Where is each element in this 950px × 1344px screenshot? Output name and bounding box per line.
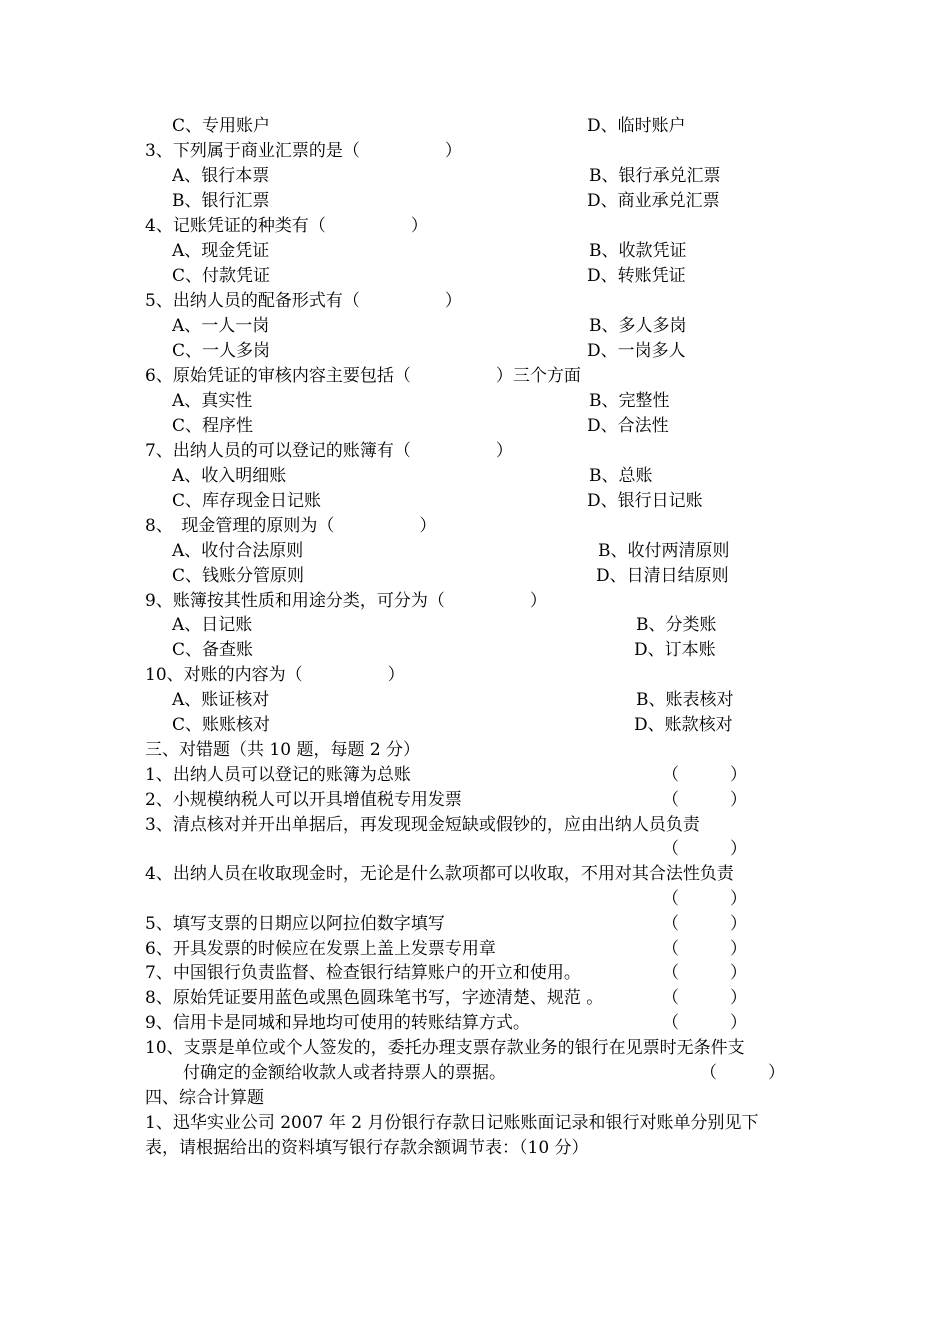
text-line: 8、原始凭证要用蓝色或黑色圆珠笔书写，字迹清楚、规范 。 xyxy=(145,988,604,1008)
text-line: A、银行本票 xyxy=(172,166,270,186)
text-line: 8、 现金管理的原则为（ ） xyxy=(145,516,437,536)
text-line: 4、记账凭证的种类有（ ） xyxy=(145,216,428,236)
text-line: （ ） xyxy=(662,939,747,959)
text-line: 表，请根据给出的资料填写银行存款余额调节表：（10 分） xyxy=(145,1138,589,1158)
text-line: B、分类账 xyxy=(636,615,717,635)
text-line: （ ） xyxy=(662,988,747,1008)
text-line: D、转账凭证 xyxy=(587,266,686,286)
text-line: 7、出纳人员的可以登记的账簿有（ ） xyxy=(145,441,513,461)
text-line: C、账账核对 xyxy=(172,715,271,735)
text-line: B、收款凭证 xyxy=(589,241,687,261)
text-line: B、完整性 xyxy=(589,391,670,411)
text-line: 付确定的金额给收款人或者持票人的票据。 xyxy=(183,1063,506,1083)
text-line: 10、支票是单位或个人签发的，委托办理支票存款业务的银行在见票时无条件支 xyxy=(145,1038,745,1058)
text-line: D、订本账 xyxy=(634,640,716,660)
text-line: （ ） xyxy=(700,1063,785,1083)
text-line: D、一岗多人 xyxy=(587,341,686,361)
text-line: C、一人多岗 xyxy=(172,341,271,361)
text-line: B、银行汇票 xyxy=(172,191,270,211)
text-line: 9、账簿按其性质和用途分类，可分为（ ） xyxy=(145,591,547,611)
text-line: 9、信用卡是同城和异地均可使用的转账结算方式。 xyxy=(145,1013,530,1033)
text-line: D、商业承兑汇票 xyxy=(587,191,720,211)
text-line: 7、中国银行负责监督、检查银行结算账户的开立和使用。 xyxy=(145,963,581,983)
text-line: C、库存现金日记账 xyxy=(172,491,322,511)
text-line: C、钱账分管原则 xyxy=(172,566,305,586)
text-line: B、账表核对 xyxy=(636,690,734,710)
text-line: 三、对错题（共 10 题，每题 2 分） xyxy=(145,740,421,760)
text-line: C、付款凭证 xyxy=(172,266,271,286)
text-line: （ ） xyxy=(662,889,747,909)
text-line: B、总账 xyxy=(589,466,653,486)
text-line: 四、综合计算题 xyxy=(145,1088,264,1108)
text-line: D、临时账户 xyxy=(587,116,686,136)
text-line: 4、出纳人员在收取现金时，无论是什么款项都可以收取，不用对其合法性负责 xyxy=(145,864,734,884)
text-line: B、收付两清原则 xyxy=(598,541,730,561)
text-line: （ ） xyxy=(662,839,747,859)
text-line: 5、填写支票的日期应以阿拉伯数字填写 xyxy=(145,914,445,934)
text-line: A、日记账 xyxy=(172,615,253,635)
text-line: （ ） xyxy=(662,963,747,983)
text-line: 1、迅华实业公司 2007 年 2 月份银行存款日记账账面记录和银行对账单分别见下 xyxy=(145,1113,759,1133)
text-line: D、银行日记账 xyxy=(587,491,703,511)
text-line: （ ） xyxy=(662,1013,747,1033)
text-line: 3、清点核对并开出单据后，再发现现金短缺或假钞的，应由出纳人员负责 xyxy=(145,815,700,835)
text-line: D、日清日结原则 xyxy=(596,566,729,586)
text-line: 2、小规模纳税人可以开具增值税专用发票 xyxy=(145,790,462,810)
text-line: 6、原始凭证的审核内容主要包括（ ）三个方面 xyxy=(145,366,581,386)
text-line: C、专用账户 xyxy=(172,116,271,136)
text-line: 5、出纳人员的配备形式有（ ） xyxy=(145,291,462,311)
text-line: C、程序性 xyxy=(172,416,254,436)
text-line: A、收入明细账 xyxy=(172,466,287,486)
text-line: 1、出纳人员可以登记的账簿为总账 xyxy=(145,765,411,785)
text-line: D、账款核对 xyxy=(634,715,733,735)
text-line: （ ） xyxy=(662,790,747,810)
text-line: A、真实性 xyxy=(172,391,253,411)
text-line: A、收付合法原则 xyxy=(172,541,304,561)
text-line: （ ） xyxy=(662,765,747,785)
text-line: D、合法性 xyxy=(587,416,669,436)
text-line: B、银行承兑汇票 xyxy=(589,166,721,186)
text-line: A、一人一岗 xyxy=(172,316,270,336)
text-line: 10、对账的内容为（ ） xyxy=(145,665,405,685)
text-line: B、多人多岗 xyxy=(589,316,687,336)
text-line: A、现金凭证 xyxy=(172,241,270,261)
text-line: 3、下列属于商业汇票的是（ ） xyxy=(145,141,462,161)
text-line: 6、开具发票的时候应在发票上盖上发票专用章 xyxy=(145,939,496,959)
text-line: A、账证核对 xyxy=(172,690,270,710)
text-line: C、备查账 xyxy=(172,640,254,660)
text-line: （ ） xyxy=(662,914,747,934)
